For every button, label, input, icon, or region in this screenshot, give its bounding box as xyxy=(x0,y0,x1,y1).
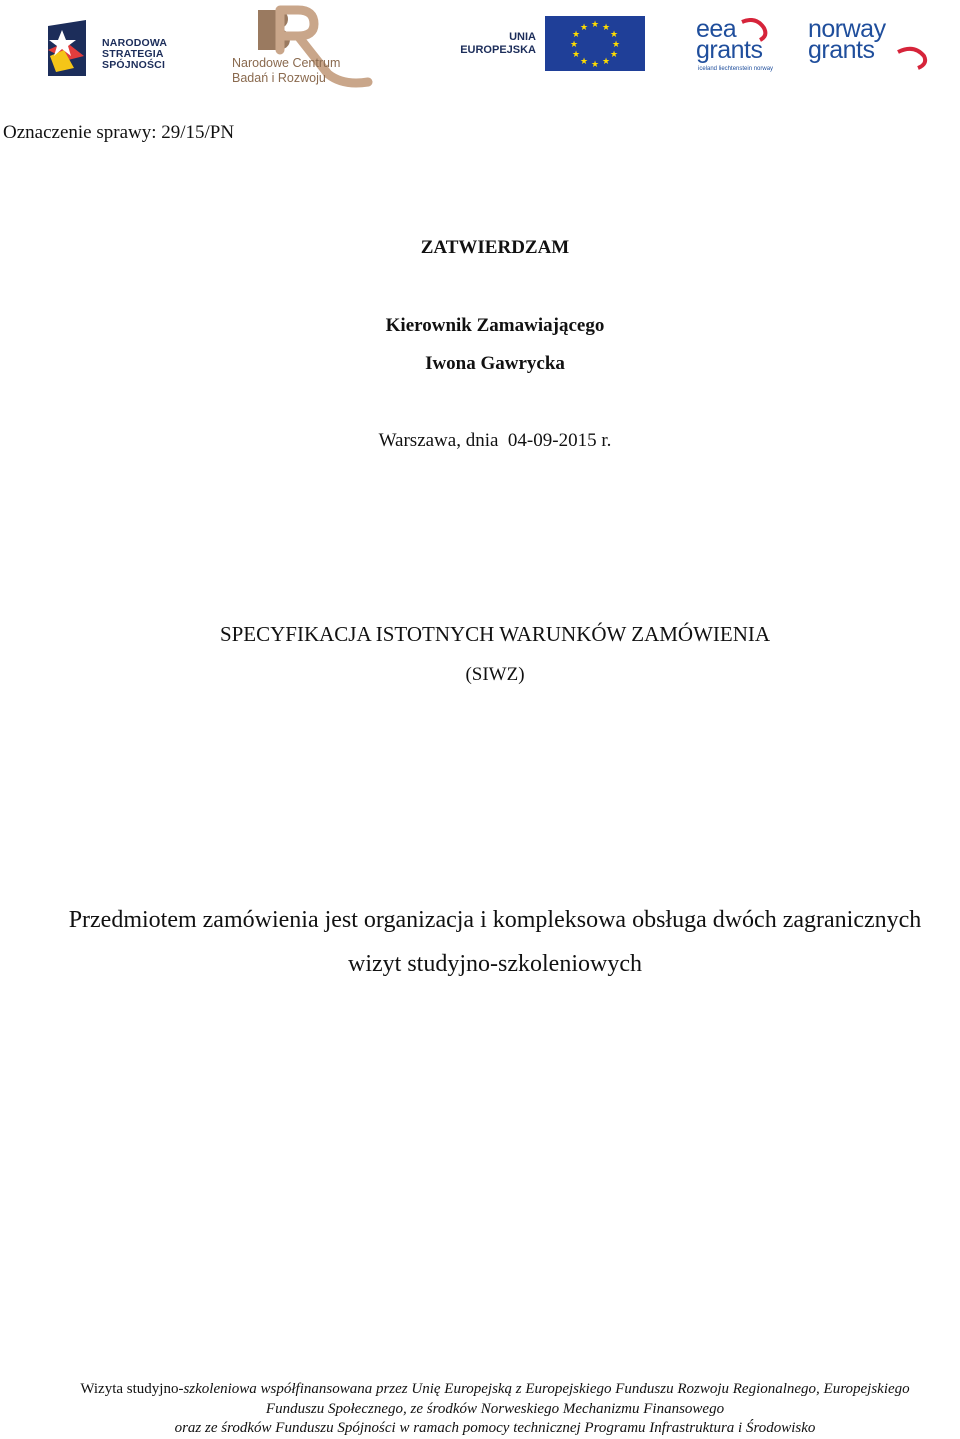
order-subject-line1: Przedmiotem zamówienia jest organizacja i kompleksowa obsługa dwóch zagranicznych xyxy=(68,907,922,933)
svg-text:★: ★ xyxy=(569,40,579,50)
approver-name: Iwona Gawrycka xyxy=(425,353,565,374)
unia-europejska-logo xyxy=(452,14,648,74)
svg-text:★: ★ xyxy=(601,23,611,33)
ncbr-line2: Badań i Rozwoju xyxy=(232,71,326,85)
ncbr-line1: Narodowe Centrum xyxy=(232,56,341,70)
svg-text:★: ★ xyxy=(609,30,619,40)
document-title-abbreviation: (SIWZ) xyxy=(465,664,525,685)
case-number: Oznaczenie sprawy: 29/15/PN xyxy=(3,122,235,143)
narodowa-strategia-spojnosci-logo xyxy=(44,16,224,80)
footer-line1-rest: szkoleniowa współfinansowana przez Unię Europejską z Europejskiego Funduszu Rozwoju Regionalnego, Europejskiego xyxy=(183,1381,910,1397)
document-title: SPECYFIKACJA ISTOTNYCH WARUNKÓW ZAMÓWIENIA xyxy=(219,622,771,646)
approval-heading: ZATWIERDZAM xyxy=(420,237,570,258)
eea-line3: iceland liechtenstein norway xyxy=(698,66,774,72)
svg-text:★: ★ xyxy=(609,50,619,60)
svg-text:★: ★ xyxy=(590,60,600,70)
footer-line1-lead: Wizyta studyjno- xyxy=(80,1381,184,1397)
norway-line1: norway xyxy=(808,15,886,43)
order-subject-line2: wizyt studyjno-szkoleniowych xyxy=(348,951,642,977)
place-and-date: Warszawa, dnia 04-09-2015 r. xyxy=(378,430,612,451)
ue-line1: UNIA xyxy=(509,31,536,43)
svg-text:★: ★ xyxy=(601,57,611,67)
svg-text:★: ★ xyxy=(571,50,581,60)
nss-line2: STRATEGIA SPÓJNOŚCI xyxy=(102,48,166,71)
eea-swirl-icon xyxy=(694,15,798,76)
approver-role: Kierownik Zamawiającego xyxy=(385,315,605,336)
logo-header xyxy=(0,0,960,90)
funding-footer xyxy=(0,1380,960,1439)
order-subject xyxy=(0,898,960,986)
eea-line1: eea xyxy=(696,15,737,43)
svg-text:★: ★ xyxy=(590,20,600,30)
footer-line3: oraz ze środków Funduszu Spójności w ramach pomocy technicznej Programu Infrastruktura i Środowisko xyxy=(174,1420,816,1436)
svg-text:★: ★ xyxy=(611,40,621,50)
nss-line1: NARODOWA xyxy=(102,37,168,49)
eea-line2: grants xyxy=(696,36,763,64)
footer-line1 xyxy=(0,1380,960,1400)
ue-line2: EUROPEJSKA xyxy=(460,44,536,56)
ncbr-logo xyxy=(228,4,378,88)
nss-emblem-icon xyxy=(44,16,94,80)
svg-text:★: ★ xyxy=(579,57,589,67)
norway-grants-logo xyxy=(806,15,936,72)
svg-text:★: ★ xyxy=(571,30,581,40)
norway-swirl-icon xyxy=(806,15,936,72)
eu-flag-icon xyxy=(545,16,645,71)
footer-line2: Funduszu Społecznego, ze środków Norweskiego Mechanizmu Finansowego xyxy=(265,1400,725,1417)
svg-text:★: ★ xyxy=(579,23,589,33)
norway-line2: grants xyxy=(808,36,875,64)
eea-grants-logo xyxy=(694,15,798,76)
